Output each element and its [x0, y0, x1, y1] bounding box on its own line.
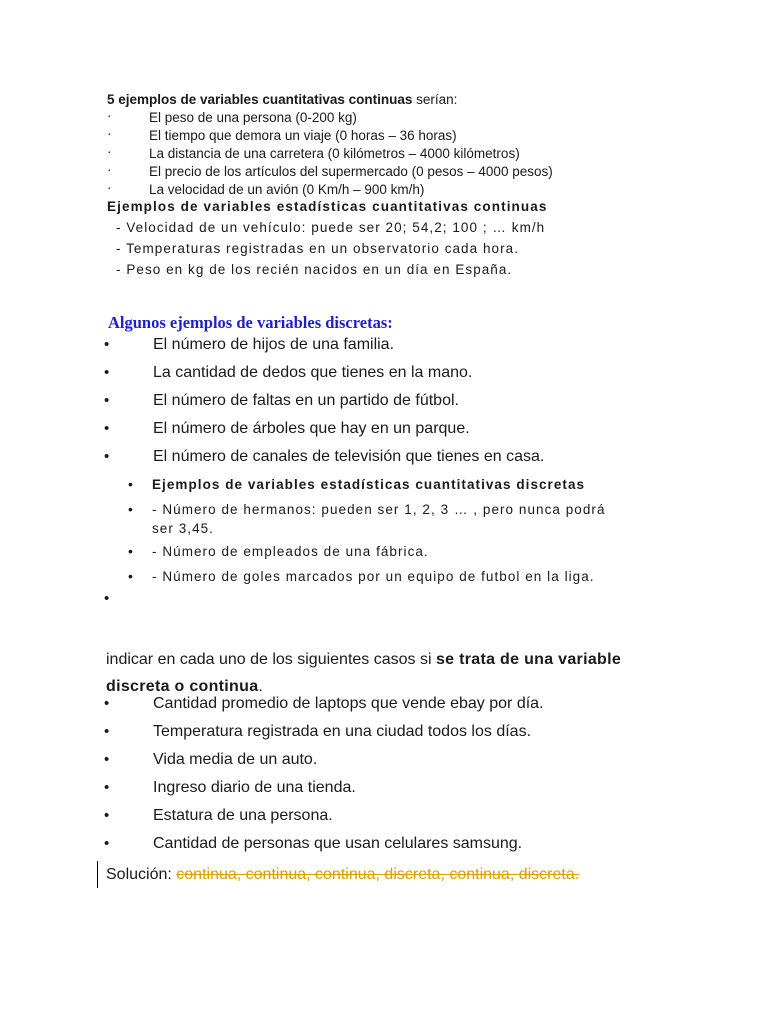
solution-line: Solución: continua, continua, continua, discreta, continua, discreta.: [106, 866, 580, 883]
bullet-icon: •: [128, 543, 134, 559]
bullet-icon: •: [104, 723, 110, 740]
bullet-icon: •: [104, 807, 110, 824]
text-cursor: [97, 861, 98, 888]
bullet-icon: •: [104, 695, 110, 712]
continuous-examples-heading: 5 ejemplos de variables cuantitativas continuas serían:: [107, 92, 458, 107]
bullet-icon: •: [104, 835, 110, 852]
continuous-statistics-heading: Ejemplos de variables estadísticas cuantitativas continuas: [107, 199, 548, 214]
bullet-icon: •: [104, 448, 110, 465]
bullet-icon: •: [104, 420, 110, 437]
discrete-examples-heading: Algunos ejemplos de variables discretas:: [108, 313, 393, 332]
bullet-icon: •: [128, 568, 134, 584]
exercise-instructions: indicar en cada uno de los siguientes casos si se trata de una variable discreta o continua.: [106, 651, 622, 695]
bullet-icon: •: [104, 779, 110, 796]
list-item: - Peso en kg de los recién nacidos en un día en España.: [116, 262, 513, 277]
bullet-icon: •: [104, 590, 110, 607]
bullet-icon: •: [104, 751, 110, 768]
bullet-icon: •: [104, 336, 110, 353]
bullet-icon: •: [128, 476, 134, 492]
list-item: - Temperaturas registradas en un observatorio cada hora.: [116, 241, 519, 256]
list-item: - Velocidad de un vehículo: puede ser 20; 54,2; 100 ; … km/h: [116, 220, 546, 235]
bullet-icon: •: [104, 392, 110, 409]
bullet-icon: •: [128, 501, 134, 517]
bullet-icon: •: [104, 364, 110, 381]
solution-answers: continua, continua, continua, discreta, continua, discreta.: [176, 866, 580, 883]
